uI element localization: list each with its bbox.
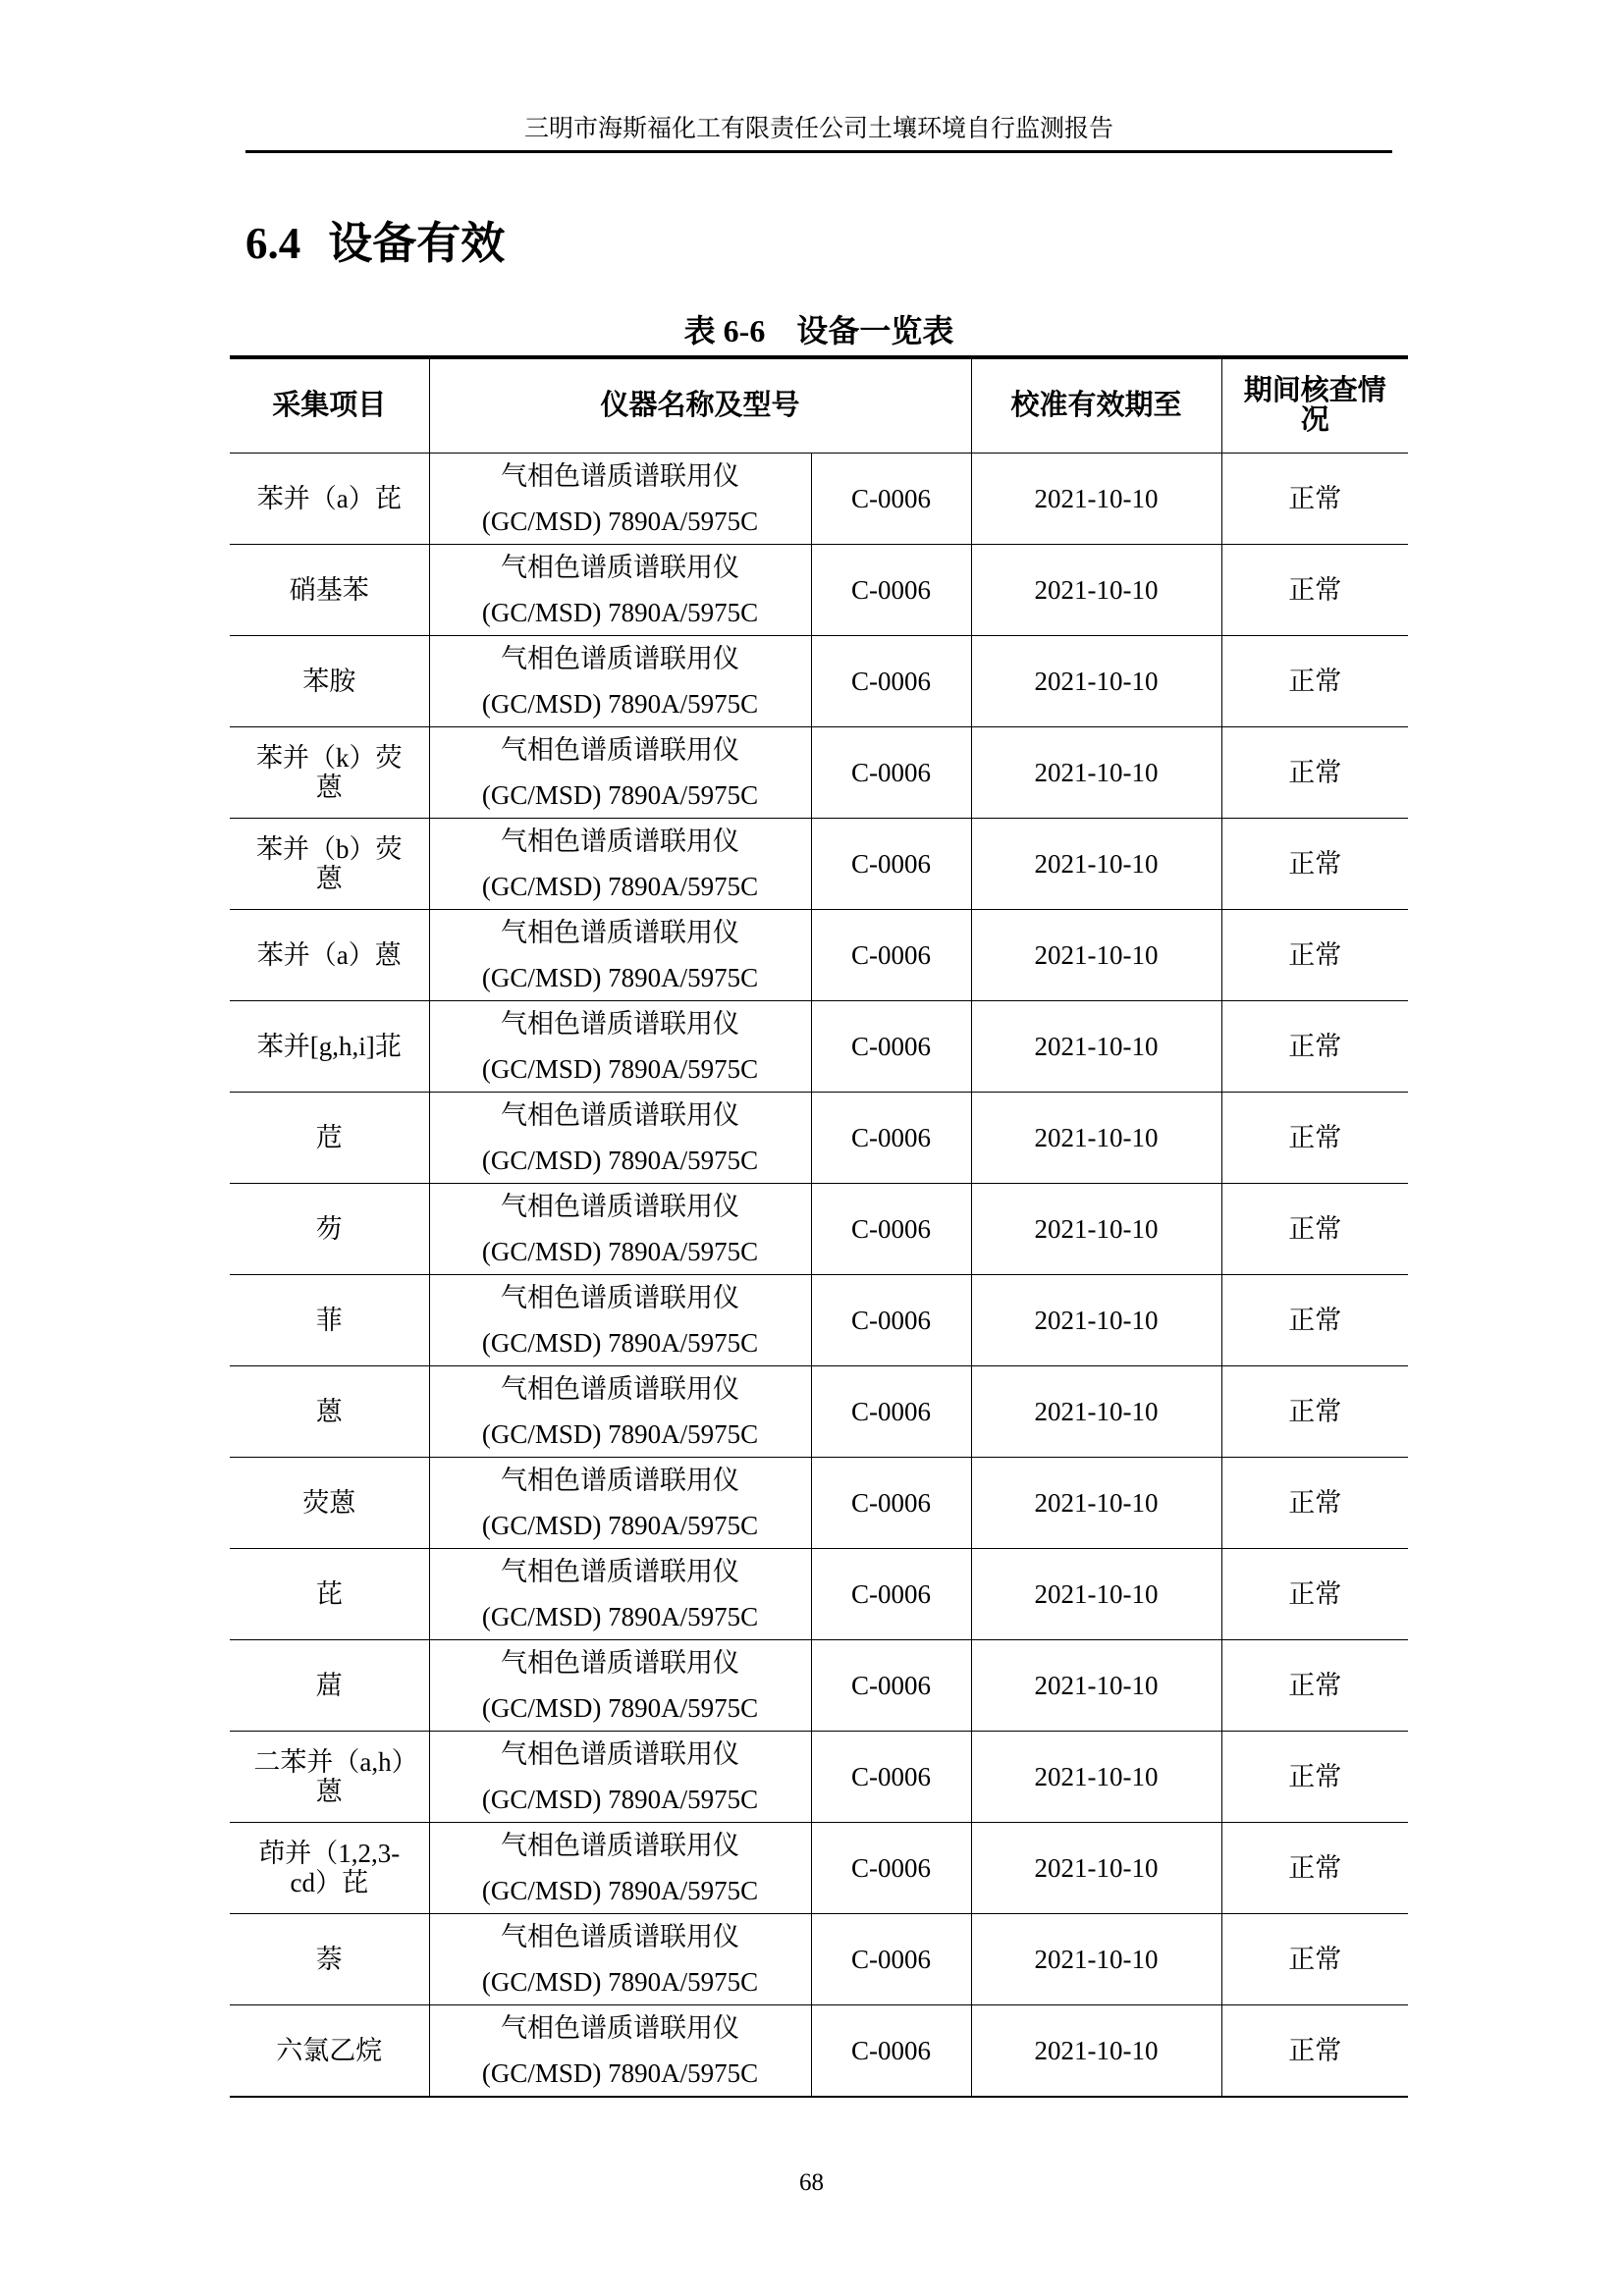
cell-item: 苯并（k）荧蒽	[230, 726, 429, 818]
instrument-model: (GC/MSD) 7890A/5975C	[481, 1053, 759, 1084]
cell-check-status: 正常	[1221, 1822, 1408, 1913]
table-row	[230, 818, 1408, 909]
instrument-name: 气相色谱质谱联用仪	[501, 1647, 739, 1678]
cell-instrument-code: C-0006	[811, 1457, 971, 1548]
cell-check-status: 正常	[1221, 726, 1408, 818]
table-row	[230, 544, 1408, 635]
cell-instrument-code: C-0006	[811, 544, 971, 635]
column-header-item: 采集项目	[230, 357, 429, 453]
instrument-model: (GC/MSD) 7890A/5975C	[481, 779, 759, 810]
cell-item: 苯并（a）蒽	[230, 909, 429, 1000]
cell-calibration-date: 2021-10-10	[971, 635, 1221, 726]
section-heading	[245, 214, 505, 273]
cell-instrument-code: C-0006	[811, 726, 971, 818]
cell-item: 䓛	[230, 1639, 429, 1731]
cell-check-status: 正常	[1221, 1548, 1408, 1639]
instrument-name: 气相色谱质谱联用仪	[501, 643, 739, 673]
cell-calibration-date: 2021-10-10	[971, 2004, 1221, 2097]
cell-item: 苯并（a）芘	[230, 453, 429, 544]
instrument-name: 气相色谱质谱联用仪	[501, 1373, 739, 1404]
instrument-name: 气相色谱质谱联用仪	[501, 826, 739, 856]
instrument-model: (GC/MSD) 7890A/5975C	[481, 1875, 759, 1905]
cell-calibration-date: 2021-10-10	[971, 1274, 1221, 1365]
cell-instrument-code: C-0006	[811, 1183, 971, 1274]
cell-instrument	[429, 1365, 811, 1457]
cell-item: 芘	[230, 1548, 429, 1639]
table-row	[230, 1731, 1408, 1822]
cell-instrument	[429, 1092, 811, 1183]
cell-instrument-code: C-0006	[811, 1639, 971, 1731]
cell-instrument-code: C-0006	[811, 635, 971, 726]
cell-instrument-code: C-0006	[811, 1274, 971, 1365]
cell-instrument	[429, 2004, 811, 2097]
equipment-table	[230, 355, 1408, 2098]
cell-instrument-code: C-0006	[811, 1913, 971, 2004]
cell-item: 芴	[230, 1183, 429, 1274]
table-body	[230, 453, 1408, 2097]
instrument-name: 气相色谱质谱联用仪	[501, 1099, 739, 1130]
cell-check-status: 正常	[1221, 453, 1408, 544]
cell-instrument	[429, 1000, 811, 1092]
cell-item: 菲	[230, 1274, 429, 1365]
cell-instrument-code: C-0006	[811, 1092, 971, 1183]
cell-instrument	[429, 635, 811, 726]
cell-check-status: 正常	[1221, 909, 1408, 1000]
cell-check-status: 正常	[1221, 1365, 1408, 1457]
cell-item: 苯胺	[230, 635, 429, 726]
cell-check-status: 正常	[1221, 1457, 1408, 1548]
table-row	[230, 453, 1408, 544]
cell-instrument	[429, 1548, 811, 1639]
table-row	[230, 1548, 1408, 1639]
cell-check-status: 正常	[1221, 2004, 1408, 2097]
cell-instrument	[429, 1457, 811, 1548]
running-header: 三明市海斯福化工有限责任公司土壤环境自行监测报告	[523, 116, 1113, 142]
cell-check-status: 正常	[1221, 1183, 1408, 1274]
instrument-name: 气相色谱质谱联用仪	[501, 1830, 739, 1860]
cell-calibration-date: 2021-10-10	[971, 1365, 1221, 1457]
instrument-model: (GC/MSD) 7890A/5975C	[481, 1145, 759, 1175]
cell-calibration-date: 2021-10-10	[971, 1639, 1221, 1731]
table-row	[230, 1274, 1408, 1365]
instrument-name: 气相色谱质谱联用仪	[501, 552, 739, 582]
cell-instrument	[429, 909, 811, 1000]
cell-check-status: 正常	[1221, 1913, 1408, 2004]
header-rule	[245, 150, 1392, 153]
instrument-name: 气相色谱质谱联用仪	[501, 1465, 739, 1495]
cell-item: 苊	[230, 1092, 429, 1183]
cell-instrument	[429, 544, 811, 635]
table-row	[230, 1822, 1408, 1913]
cell-instrument-code: C-0006	[811, 1731, 971, 1822]
instrument-name: 气相色谱质谱联用仪	[501, 460, 739, 491]
cell-check-status: 正常	[1221, 1000, 1408, 1092]
cell-instrument	[429, 726, 811, 818]
instrument-name: 气相色谱质谱联用仪	[501, 1282, 739, 1312]
instrument-model: (GC/MSD) 7890A/5975C	[481, 2057, 759, 2088]
instrument-model: (GC/MSD) 7890A/5975C	[481, 871, 759, 901]
instrument-name: 气相色谱质谱联用仪	[501, 1921, 739, 1951]
cell-instrument-code: C-0006	[811, 818, 971, 909]
cell-check-status: 正常	[1221, 1731, 1408, 1822]
instrument-model: (GC/MSD) 7890A/5975C	[481, 1784, 759, 1814]
instrument-model: (GC/MSD) 7890A/5975C	[481, 597, 759, 627]
instrument-name: 气相色谱质谱联用仪	[501, 917, 739, 947]
instrument-model: (GC/MSD) 7890A/5975C	[481, 506, 759, 536]
table-header-row	[230, 357, 1408, 453]
cell-check-status: 正常	[1221, 1274, 1408, 1365]
cell-check-status: 正常	[1221, 635, 1408, 726]
cell-instrument-code: C-0006	[811, 1822, 971, 1913]
cell-calibration-date: 2021-10-10	[971, 1822, 1221, 1913]
table-row	[230, 635, 1408, 726]
column-header-check: 期间核查情况	[1221, 357, 1408, 453]
table-row	[230, 1183, 1408, 1274]
cell-check-status: 正常	[1221, 1639, 1408, 1731]
table-row	[230, 909, 1408, 1000]
cell-instrument	[429, 453, 811, 544]
table-row	[230, 726, 1408, 818]
cell-item: 萘	[230, 1913, 429, 2004]
cell-instrument	[429, 1274, 811, 1365]
table-row	[230, 1000, 1408, 1092]
cell-calibration-date: 2021-10-10	[971, 1000, 1221, 1092]
cell-instrument-code: C-0006	[811, 1548, 971, 1639]
cell-item: 荧蒽	[230, 1457, 429, 1548]
cell-check-status: 正常	[1221, 1092, 1408, 1183]
cell-calibration-date: 2021-10-10	[971, 1457, 1221, 1548]
cell-instrument	[429, 818, 811, 909]
cell-instrument	[429, 1731, 811, 1822]
cell-item: 苯并（b）荧蒽	[230, 818, 429, 909]
cell-check-status: 正常	[1221, 544, 1408, 635]
instrument-model: (GC/MSD) 7890A/5975C	[481, 1418, 759, 1449]
cell-calibration-date: 2021-10-10	[971, 818, 1221, 909]
cell-item: 六氯乙烷	[230, 2004, 429, 2097]
section-title: 设备有效	[328, 219, 506, 268]
cell-instrument-code: C-0006	[811, 2004, 971, 2097]
instrument-model: (GC/MSD) 7890A/5975C	[481, 688, 759, 719]
cell-item: 苯并[g,h,i]苝	[230, 1000, 429, 1092]
cell-instrument	[429, 1822, 811, 1913]
cell-calibration-date: 2021-10-10	[971, 1548, 1221, 1639]
cell-calibration-date: 2021-10-10	[971, 1092, 1221, 1183]
instrument-name: 气相色谱质谱联用仪	[501, 2012, 739, 2043]
table-row	[230, 2004, 1408, 2097]
cell-instrument-code: C-0006	[811, 1365, 971, 1457]
cell-instrument	[429, 1183, 811, 1274]
cell-calibration-date: 2021-10-10	[971, 909, 1221, 1000]
cell-item: 蒽	[230, 1365, 429, 1457]
page-number: 68	[799, 2169, 824, 2196]
cell-instrument-code: C-0006	[811, 909, 971, 1000]
cell-item: 硝基苯	[230, 544, 429, 635]
cell-instrument	[429, 1913, 811, 2004]
instrument-model: (GC/MSD) 7890A/5975C	[481, 1327, 759, 1358]
section-number: 6.4	[245, 219, 301, 268]
instrument-model: (GC/MSD) 7890A/5975C	[481, 1601, 759, 1631]
instrument-name: 气相色谱质谱联用仪	[501, 1191, 739, 1221]
instrument-name: 气相色谱质谱联用仪	[501, 1008, 739, 1039]
cell-calibration-date: 2021-10-10	[971, 1183, 1221, 1274]
cell-calibration-date: 2021-10-10	[971, 1731, 1221, 1822]
column-header-instrument: 仪器名称及型号	[429, 357, 971, 453]
instrument-model: (GC/MSD) 7890A/5975C	[481, 1966, 759, 1997]
cell-calibration-date: 2021-10-10	[971, 544, 1221, 635]
table-row	[230, 1457, 1408, 1548]
cell-item: 二苯并（a,h）蒽	[230, 1731, 429, 1822]
cell-check-status: 正常	[1221, 818, 1408, 909]
table-row	[230, 1913, 1408, 2004]
instrument-model: (GC/MSD) 7890A/5975C	[481, 1510, 759, 1540]
column-header-calibration: 校准有效期至	[971, 357, 1221, 453]
table-row	[230, 1639, 1408, 1731]
cell-instrument	[429, 1639, 811, 1731]
cell-calibration-date: 2021-10-10	[971, 726, 1221, 818]
instrument-name: 气相色谱质谱联用仪	[501, 734, 739, 765]
instrument-name: 气相色谱质谱联用仪	[501, 1556, 739, 1586]
cell-instrument-code: C-0006	[811, 453, 971, 544]
instrument-model: (GC/MSD) 7890A/5975C	[481, 962, 759, 992]
instrument-model: (GC/MSD) 7890A/5975C	[481, 1692, 759, 1723]
cell-calibration-date: 2021-10-10	[971, 1913, 1221, 2004]
instrument-name: 气相色谱质谱联用仪	[501, 1738, 739, 1769]
table-row	[230, 1365, 1408, 1457]
cell-calibration-date: 2021-10-10	[971, 453, 1221, 544]
table-row	[230, 1092, 1408, 1183]
cell-item: 茚并（1,2,3-cd）芘	[230, 1822, 429, 1913]
cell-instrument-code: C-0006	[811, 1000, 971, 1092]
table-caption: 表 6-6 设备一览表	[683, 313, 954, 348]
instrument-model: (GC/MSD) 7890A/5975C	[481, 1236, 759, 1266]
